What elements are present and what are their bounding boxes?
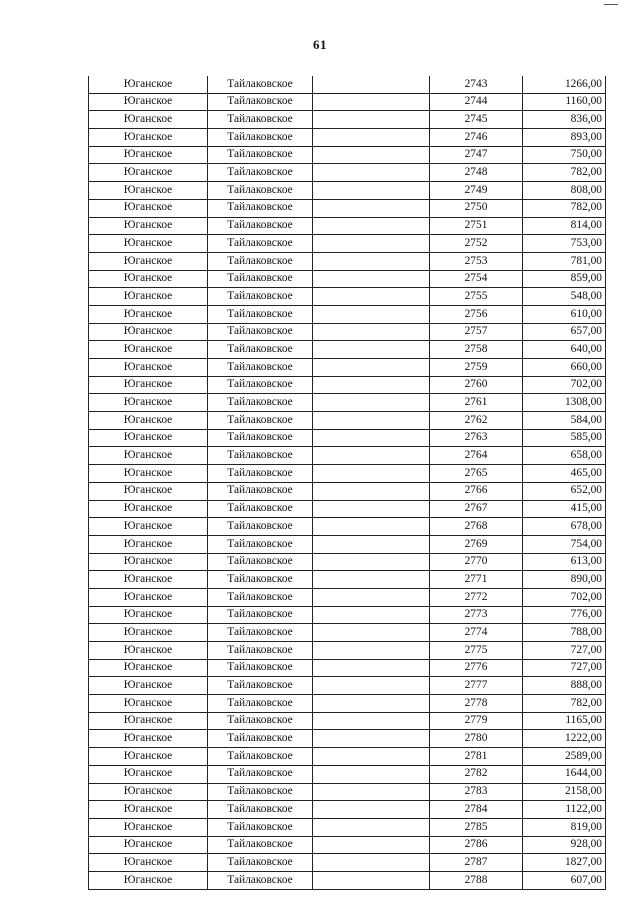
region-cell: Юганское xyxy=(89,553,208,571)
value-cell: 584,00 xyxy=(523,412,606,430)
note-cell xyxy=(313,111,430,129)
region-cell: Юганское xyxy=(89,270,208,288)
value-cell: 640,00 xyxy=(523,341,606,359)
note-cell xyxy=(313,642,430,660)
note-cell xyxy=(313,429,430,447)
value-cell: 548,00 xyxy=(523,288,606,306)
table-body xyxy=(89,76,606,889)
well-number-cell: 2746 xyxy=(430,129,523,147)
well-number-cell: 2777 xyxy=(430,677,523,695)
table-row xyxy=(89,712,606,730)
field-cell: Тайлаковское xyxy=(208,305,313,323)
region-cell: Юганское xyxy=(89,376,208,394)
well-number-cell: 2787 xyxy=(430,854,523,872)
well-number-cell: 2772 xyxy=(430,588,523,606)
table-row xyxy=(89,182,606,200)
note-cell xyxy=(313,447,430,465)
region-cell: Юганское xyxy=(89,323,208,341)
note-cell xyxy=(313,412,430,430)
value-cell: 819,00 xyxy=(523,818,606,836)
field-cell: Тайлаковское xyxy=(208,447,313,465)
value-cell: 1160,00 xyxy=(523,93,606,111)
region-cell: Юганское xyxy=(89,93,208,111)
table-row xyxy=(89,818,606,836)
region-cell: Юганское xyxy=(89,482,208,500)
table-row xyxy=(89,394,606,412)
region-cell: Юганское xyxy=(89,146,208,164)
field-cell: Тайлаковское xyxy=(208,252,313,270)
note-cell xyxy=(313,588,430,606)
value-cell: 888,00 xyxy=(523,677,606,695)
value-cell: 893,00 xyxy=(523,129,606,147)
region-cell: Юганское xyxy=(89,111,208,129)
value-cell: 808,00 xyxy=(523,182,606,200)
note-cell xyxy=(313,270,430,288)
value-cell: 1827,00 xyxy=(523,854,606,872)
note-cell xyxy=(313,677,430,695)
note-cell xyxy=(313,553,430,571)
note-cell xyxy=(313,500,430,518)
note-cell xyxy=(313,376,430,394)
table-row xyxy=(89,854,606,872)
region-cell: Юганское xyxy=(89,394,208,412)
field-cell: Тайлаковское xyxy=(208,412,313,430)
region-cell: Юганское xyxy=(89,765,208,783)
table-row xyxy=(89,146,606,164)
well-number-cell: 2751 xyxy=(430,217,523,235)
value-cell: 613,00 xyxy=(523,553,606,571)
field-cell: Тайлаковское xyxy=(208,341,313,359)
well-number-cell: 2762 xyxy=(430,412,523,430)
table-row xyxy=(89,730,606,748)
table-row xyxy=(89,801,606,819)
region-cell: Юганское xyxy=(89,730,208,748)
field-cell: Тайлаковское xyxy=(208,677,313,695)
note-cell xyxy=(313,783,430,801)
well-number-cell: 2753 xyxy=(430,252,523,270)
table-row xyxy=(89,500,606,518)
note-cell xyxy=(313,76,430,93)
note-cell xyxy=(313,801,430,819)
value-cell: 658,00 xyxy=(523,447,606,465)
value-cell: 657,00 xyxy=(523,323,606,341)
region-cell: Юганское xyxy=(89,217,208,235)
field-cell: Тайлаковское xyxy=(208,182,313,200)
field-cell: Тайлаковское xyxy=(208,111,313,129)
field-cell: Тайлаковское xyxy=(208,376,313,394)
field-cell: Тайлаковское xyxy=(208,748,313,766)
well-number-cell: 2744 xyxy=(430,93,523,111)
table-row xyxy=(89,412,606,430)
region-cell: Юганское xyxy=(89,518,208,536)
table-row xyxy=(89,252,606,270)
table-row xyxy=(89,748,606,766)
field-cell: Тайлаковское xyxy=(208,801,313,819)
note-cell xyxy=(313,659,430,677)
field-cell: Тайлаковское xyxy=(208,482,313,500)
well-number-cell: 2770 xyxy=(430,553,523,571)
value-cell: 727,00 xyxy=(523,659,606,677)
field-cell: Тайлаковское xyxy=(208,146,313,164)
well-number-cell: 2778 xyxy=(430,695,523,713)
note-cell xyxy=(313,571,430,589)
well-number-cell: 2786 xyxy=(430,836,523,854)
well-number-cell: 2784 xyxy=(430,801,523,819)
note-cell xyxy=(313,129,430,147)
table-row xyxy=(89,359,606,377)
well-number-cell: 2768 xyxy=(430,518,523,536)
well-number-cell: 2779 xyxy=(430,712,523,730)
field-cell: Тайлаковское xyxy=(208,871,313,889)
well-number-cell: 2766 xyxy=(430,482,523,500)
field-cell: Тайлаковское xyxy=(208,836,313,854)
well-number-cell: 2782 xyxy=(430,765,523,783)
value-cell: 652,00 xyxy=(523,482,606,500)
value-cell: 1308,00 xyxy=(523,394,606,412)
note-cell xyxy=(313,341,430,359)
table-row xyxy=(89,518,606,536)
value-cell: 660,00 xyxy=(523,359,606,377)
value-cell: 776,00 xyxy=(523,606,606,624)
field-cell: Тайлаковское xyxy=(208,270,313,288)
note-cell xyxy=(313,712,430,730)
field-cell: Тайлаковское xyxy=(208,730,313,748)
note-cell xyxy=(313,305,430,323)
note-cell xyxy=(313,217,430,235)
field-cell: Тайлаковское xyxy=(208,288,313,306)
field-cell: Тайлаковское xyxy=(208,553,313,571)
well-number-cell: 2754 xyxy=(430,270,523,288)
field-cell: Тайлаковское xyxy=(208,712,313,730)
well-number-cell: 2752 xyxy=(430,235,523,253)
note-cell xyxy=(313,765,430,783)
field-cell: Тайлаковское xyxy=(208,394,313,412)
well-number-cell: 2773 xyxy=(430,606,523,624)
field-cell: Тайлаковское xyxy=(208,695,313,713)
region-cell: Юганское xyxy=(89,854,208,872)
region-cell: Юганское xyxy=(89,535,208,553)
well-number-cell: 2761 xyxy=(430,394,523,412)
value-cell: 781,00 xyxy=(523,252,606,270)
field-cell: Тайлаковское xyxy=(208,606,313,624)
region-cell: Юганское xyxy=(89,801,208,819)
well-number-cell: 2747 xyxy=(430,146,523,164)
well-number-cell: 2780 xyxy=(430,730,523,748)
table-row xyxy=(89,235,606,253)
note-cell xyxy=(313,93,430,111)
note-cell xyxy=(313,359,430,377)
well-number-cell: 2756 xyxy=(430,305,523,323)
field-cell: Тайлаковское xyxy=(208,359,313,377)
table-row xyxy=(89,553,606,571)
value-cell: 836,00 xyxy=(523,111,606,129)
value-cell: 890,00 xyxy=(523,571,606,589)
note-cell xyxy=(313,199,430,217)
region-cell: Юганское xyxy=(89,129,208,147)
region-cell: Юганское xyxy=(89,677,208,695)
region-cell: Юганское xyxy=(89,182,208,200)
table-row xyxy=(89,588,606,606)
well-number-cell: 2767 xyxy=(430,500,523,518)
region-cell: Юганское xyxy=(89,359,208,377)
region-cell: Юганское xyxy=(89,695,208,713)
region-cell: Юганское xyxy=(89,871,208,889)
region-cell: Юганское xyxy=(89,748,208,766)
well-number-cell: 2743 xyxy=(430,76,523,93)
value-cell: 1165,00 xyxy=(523,712,606,730)
region-cell: Юганское xyxy=(89,465,208,483)
field-cell: Тайлаковское xyxy=(208,93,313,111)
table-row xyxy=(89,429,606,447)
value-cell: 1222,00 xyxy=(523,730,606,748)
well-number-cell: 2774 xyxy=(430,624,523,642)
note-cell xyxy=(313,695,430,713)
table-row xyxy=(89,341,606,359)
table-row xyxy=(89,270,606,288)
field-cell: Тайлаковское xyxy=(208,500,313,518)
note-cell xyxy=(313,624,430,642)
note-cell xyxy=(313,535,430,553)
table-row xyxy=(89,765,606,783)
corner-dash-mark xyxy=(604,4,618,5)
value-cell: 610,00 xyxy=(523,305,606,323)
value-cell: 1266,00 xyxy=(523,76,606,93)
table-row xyxy=(89,164,606,182)
region-cell: Юганское xyxy=(89,235,208,253)
value-cell: 415,00 xyxy=(523,500,606,518)
table-row xyxy=(89,199,606,217)
region-cell: Юганское xyxy=(89,818,208,836)
well-number-cell: 2745 xyxy=(430,111,523,129)
table-row xyxy=(89,305,606,323)
value-cell: 782,00 xyxy=(523,695,606,713)
region-cell: Юганское xyxy=(89,305,208,323)
table-row xyxy=(89,376,606,394)
well-number-cell: 2769 xyxy=(430,535,523,553)
note-cell xyxy=(313,482,430,500)
field-cell: Тайлаковское xyxy=(208,518,313,536)
value-cell: 678,00 xyxy=(523,518,606,536)
note-cell xyxy=(313,146,430,164)
table-row xyxy=(89,624,606,642)
field-cell: Тайлаковское xyxy=(208,818,313,836)
region-cell: Юганское xyxy=(89,500,208,518)
well-number-cell: 2788 xyxy=(430,871,523,889)
value-cell: 859,00 xyxy=(523,270,606,288)
value-cell: 782,00 xyxy=(523,164,606,182)
region-cell: Юганское xyxy=(89,447,208,465)
well-number-cell: 2785 xyxy=(430,818,523,836)
value-cell: 465,00 xyxy=(523,465,606,483)
region-cell: Юганское xyxy=(89,642,208,660)
well-number-cell: 2758 xyxy=(430,341,523,359)
field-cell: Тайлаковское xyxy=(208,217,313,235)
value-cell: 727,00 xyxy=(523,642,606,660)
region-cell: Юганское xyxy=(89,836,208,854)
field-cell: Тайлаковское xyxy=(208,854,313,872)
well-number-cell: 2750 xyxy=(430,199,523,217)
table-row xyxy=(89,288,606,306)
note-cell xyxy=(313,465,430,483)
well-number-cell: 2755 xyxy=(430,288,523,306)
well-number-cell: 2764 xyxy=(430,447,523,465)
note-cell xyxy=(313,323,430,341)
well-registry-table xyxy=(88,76,606,890)
table-row xyxy=(89,217,606,235)
value-cell: 788,00 xyxy=(523,624,606,642)
region-cell: Юганское xyxy=(89,783,208,801)
field-cell: Тайлаковское xyxy=(208,76,313,93)
region-cell: Юганское xyxy=(89,76,208,93)
note-cell xyxy=(313,182,430,200)
field-cell: Тайлаковское xyxy=(208,783,313,801)
value-cell: 753,00 xyxy=(523,235,606,253)
note-cell xyxy=(313,518,430,536)
table-row xyxy=(89,482,606,500)
value-cell: 1644,00 xyxy=(523,765,606,783)
table-row xyxy=(89,695,606,713)
field-cell: Тайлаковское xyxy=(208,323,313,341)
field-cell: Тайлаковское xyxy=(208,642,313,660)
region-cell: Юганское xyxy=(89,606,208,624)
value-cell: 928,00 xyxy=(523,836,606,854)
table-row xyxy=(89,76,606,93)
table-row xyxy=(89,871,606,889)
well-number-cell: 2771 xyxy=(430,571,523,589)
value-cell: 754,00 xyxy=(523,535,606,553)
region-cell: Юганское xyxy=(89,199,208,217)
field-cell: Тайлаковское xyxy=(208,659,313,677)
region-cell: Юганское xyxy=(89,412,208,430)
region-cell: Юганское xyxy=(89,624,208,642)
table-row xyxy=(89,111,606,129)
value-cell: 607,00 xyxy=(523,871,606,889)
value-cell: 702,00 xyxy=(523,588,606,606)
field-cell: Тайлаковское xyxy=(208,535,313,553)
field-cell: Тайлаковское xyxy=(208,765,313,783)
field-cell: Тайлаковское xyxy=(208,624,313,642)
region-cell: Юганское xyxy=(89,571,208,589)
table-row xyxy=(89,571,606,589)
note-cell xyxy=(313,818,430,836)
field-cell: Тайлаковское xyxy=(208,199,313,217)
region-cell: Юганское xyxy=(89,712,208,730)
region-cell: Юганское xyxy=(89,252,208,270)
field-cell: Тайлаковское xyxy=(208,164,313,182)
field-cell: Тайлаковское xyxy=(208,571,313,589)
field-cell: Тайлаковское xyxy=(208,129,313,147)
page-number: 61 xyxy=(313,37,327,52)
table-row xyxy=(89,129,606,147)
table-row xyxy=(89,642,606,660)
note-cell xyxy=(313,836,430,854)
region-cell: Юганское xyxy=(89,659,208,677)
field-cell: Тайлаковское xyxy=(208,429,313,447)
well-number-cell: 2783 xyxy=(430,783,523,801)
table-row xyxy=(89,677,606,695)
value-cell: 814,00 xyxy=(523,217,606,235)
note-cell xyxy=(313,394,430,412)
table-row xyxy=(89,535,606,553)
field-cell: Тайлаковское xyxy=(208,235,313,253)
table-row xyxy=(89,323,606,341)
region-cell: Юганское xyxy=(89,164,208,182)
region-cell: Юганское xyxy=(89,429,208,447)
note-cell xyxy=(313,748,430,766)
well-number-cell: 2759 xyxy=(430,359,523,377)
value-cell: 750,00 xyxy=(523,146,606,164)
value-cell: 2158,00 xyxy=(523,783,606,801)
note-cell xyxy=(313,288,430,306)
note-cell xyxy=(313,871,430,889)
well-number-cell: 2775 xyxy=(430,642,523,660)
table-row xyxy=(89,836,606,854)
well-number-cell: 2763 xyxy=(430,429,523,447)
well-number-cell: 2765 xyxy=(430,465,523,483)
table-row xyxy=(89,659,606,677)
value-cell: 702,00 xyxy=(523,376,606,394)
region-cell: Юганское xyxy=(89,341,208,359)
field-cell: Тайлаковское xyxy=(208,588,313,606)
table-row xyxy=(89,783,606,801)
region-cell: Юганское xyxy=(89,588,208,606)
note-cell xyxy=(313,606,430,624)
well-number-cell: 2748 xyxy=(430,164,523,182)
table-row xyxy=(89,606,606,624)
well-number-cell: 2757 xyxy=(430,323,523,341)
well-number-cell: 2749 xyxy=(430,182,523,200)
table-row xyxy=(89,465,606,483)
note-cell xyxy=(313,235,430,253)
table-row xyxy=(89,93,606,111)
value-cell: 2589,00 xyxy=(523,748,606,766)
region-cell: Юганское xyxy=(89,288,208,306)
note-cell xyxy=(313,252,430,270)
table-row xyxy=(89,447,606,465)
well-number-cell: 2776 xyxy=(430,659,523,677)
value-cell: 585,00 xyxy=(523,429,606,447)
well-number-cell: 2781 xyxy=(430,748,523,766)
well-number-cell: 2760 xyxy=(430,376,523,394)
note-cell xyxy=(313,854,430,872)
value-cell: 1122,00 xyxy=(523,801,606,819)
field-cell: Тайлаковское xyxy=(208,465,313,483)
note-cell xyxy=(313,730,430,748)
value-cell: 782,00 xyxy=(523,199,606,217)
note-cell xyxy=(313,164,430,182)
